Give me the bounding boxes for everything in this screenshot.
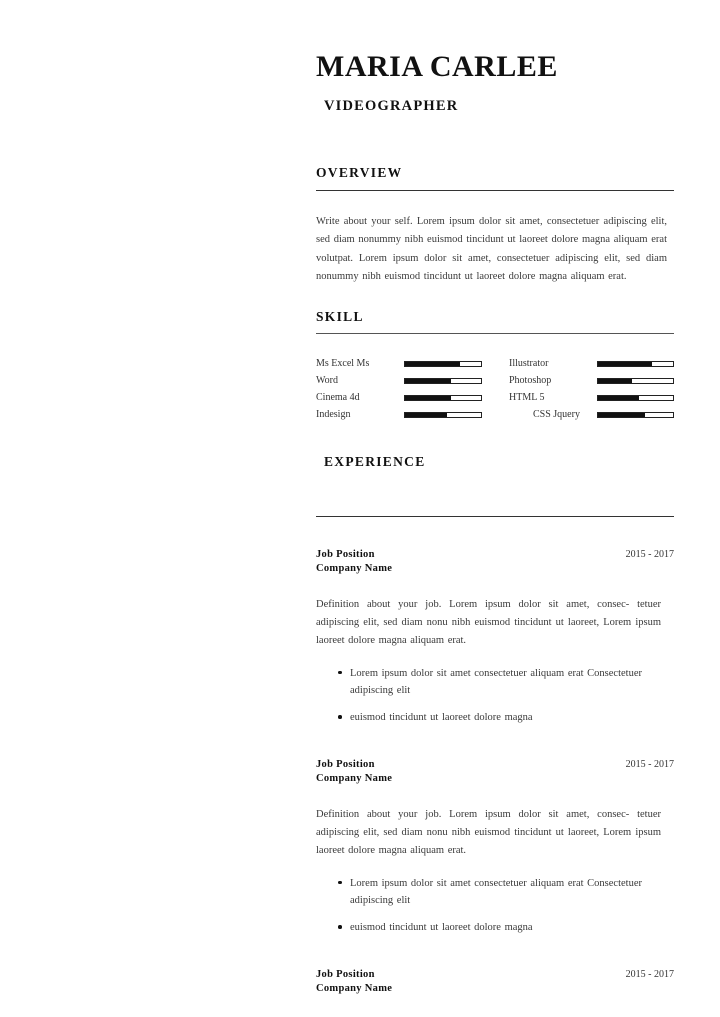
skill-bar bbox=[597, 378, 674, 384]
skill-bar bbox=[597, 361, 674, 367]
skill-label: Indesign bbox=[316, 409, 351, 420]
job-bullet-list bbox=[316, 875, 674, 937]
job-bullet-list bbox=[316, 665, 674, 727]
skill-label: Cinema 4d bbox=[316, 392, 360, 403]
skill-bar bbox=[597, 395, 674, 401]
skills-grid bbox=[316, 356, 674, 424]
skills-column-left bbox=[316, 356, 495, 424]
skill-item bbox=[509, 356, 674, 372]
skill-label: Word bbox=[316, 375, 338, 386]
job-position: Job Position bbox=[316, 968, 375, 980]
job-dates: 2015 - 2017 bbox=[625, 758, 674, 770]
skill-label: Photoshop bbox=[509, 375, 552, 386]
experience-header-row bbox=[316, 549, 674, 560]
skill-item bbox=[509, 390, 674, 406]
skill-item bbox=[316, 373, 495, 389]
skill-bar bbox=[404, 361, 482, 367]
skill-label: CSS Jquery bbox=[533, 409, 580, 420]
skill-label: Ms Excel Ms bbox=[316, 358, 370, 369]
skill-bar bbox=[404, 378, 482, 384]
experience-entry bbox=[316, 549, 674, 727]
page-title: MARIA CARLEE bbox=[316, 50, 558, 83]
divider-experience bbox=[316, 516, 674, 517]
skill-item bbox=[509, 407, 674, 423]
divider-skill bbox=[316, 333, 674, 334]
job-dates: 2015 - 2017 bbox=[625, 968, 674, 980]
skill-item bbox=[509, 373, 674, 389]
divider-overview bbox=[316, 190, 674, 191]
skill-bar bbox=[404, 395, 482, 401]
skill-label: Illustrator bbox=[509, 358, 549, 369]
skill-item bbox=[316, 356, 495, 372]
skill-item bbox=[316, 390, 495, 406]
job-company: Company Name bbox=[316, 982, 393, 994]
experience-entry bbox=[316, 969, 674, 994]
job-company: Company Name bbox=[316, 562, 393, 574]
list-item: Lorem ipsum dolor sit amet consectetuer aliquam erat Consectetuer adipiscing elit bbox=[338, 875, 674, 910]
skill-item bbox=[316, 407, 495, 423]
list-item: euismod tincidunt ut laoreet dolore magna bbox=[338, 709, 674, 726]
experience-header-row bbox=[316, 969, 674, 980]
section-heading-experience: EXPERIENCE bbox=[324, 453, 426, 469]
job-description: Definition about your job. Lorem ipsum dolor sit amet, consec- tetuer adipiscing elit, sed diam nonu nibh euismod tincidunt ut laoreet, Lorem ipsum laoreet dolore magna aliquam erat. bbox=[316, 598, 661, 647]
list-item: euismod tincidunt ut laoreet dolore magna bbox=[338, 919, 674, 936]
job-company: Company Name bbox=[316, 772, 393, 784]
job-position: Job Position bbox=[316, 758, 375, 770]
skill-bar bbox=[597, 412, 674, 418]
skills-column-right bbox=[495, 356, 674, 424]
skill-bar bbox=[404, 412, 482, 418]
job-position: Job Position bbox=[316, 548, 375, 560]
experience-entry bbox=[316, 759, 674, 937]
job-dates: 2015 - 2017 bbox=[625, 548, 674, 560]
section-heading-overview: OVERVIEW bbox=[316, 165, 403, 180]
job-description: Definition about your job. Lorem ipsum dolor sit amet, consec- tetuer adipiscing elit, sed diam nonu nibh euismod tincidunt ut laoreet, Lorem ipsum laoreet dolore magna aliquam erat. bbox=[316, 808, 661, 857]
section-heading-skill: SKILL bbox=[316, 308, 364, 324]
profession-subtitle: VIDEOGRAPHER bbox=[324, 98, 459, 114]
resume-content-column bbox=[316, 0, 674, 994]
list-item: Lorem ipsum dolor sit amet consectetuer aliquam erat Consectetuer adipiscing elit bbox=[338, 665, 674, 700]
overview-paragraph: Write about your self. Lorem ipsum dolor sit amet, consectetuer adipiscing elit, sed diam nonummy nibh euismod tincidunt ut laoreet dolore magna aliquam erat volutpat. Lorem ipsum dolor sit amet, consectetuer adipiscing elit, sed diam nonummy nibh euismod tincidunt ut laoreet dolore magna aliquam erat. bbox=[316, 216, 667, 283]
skill-label: HTML 5 bbox=[509, 392, 545, 403]
experience-header-row bbox=[316, 759, 674, 770]
